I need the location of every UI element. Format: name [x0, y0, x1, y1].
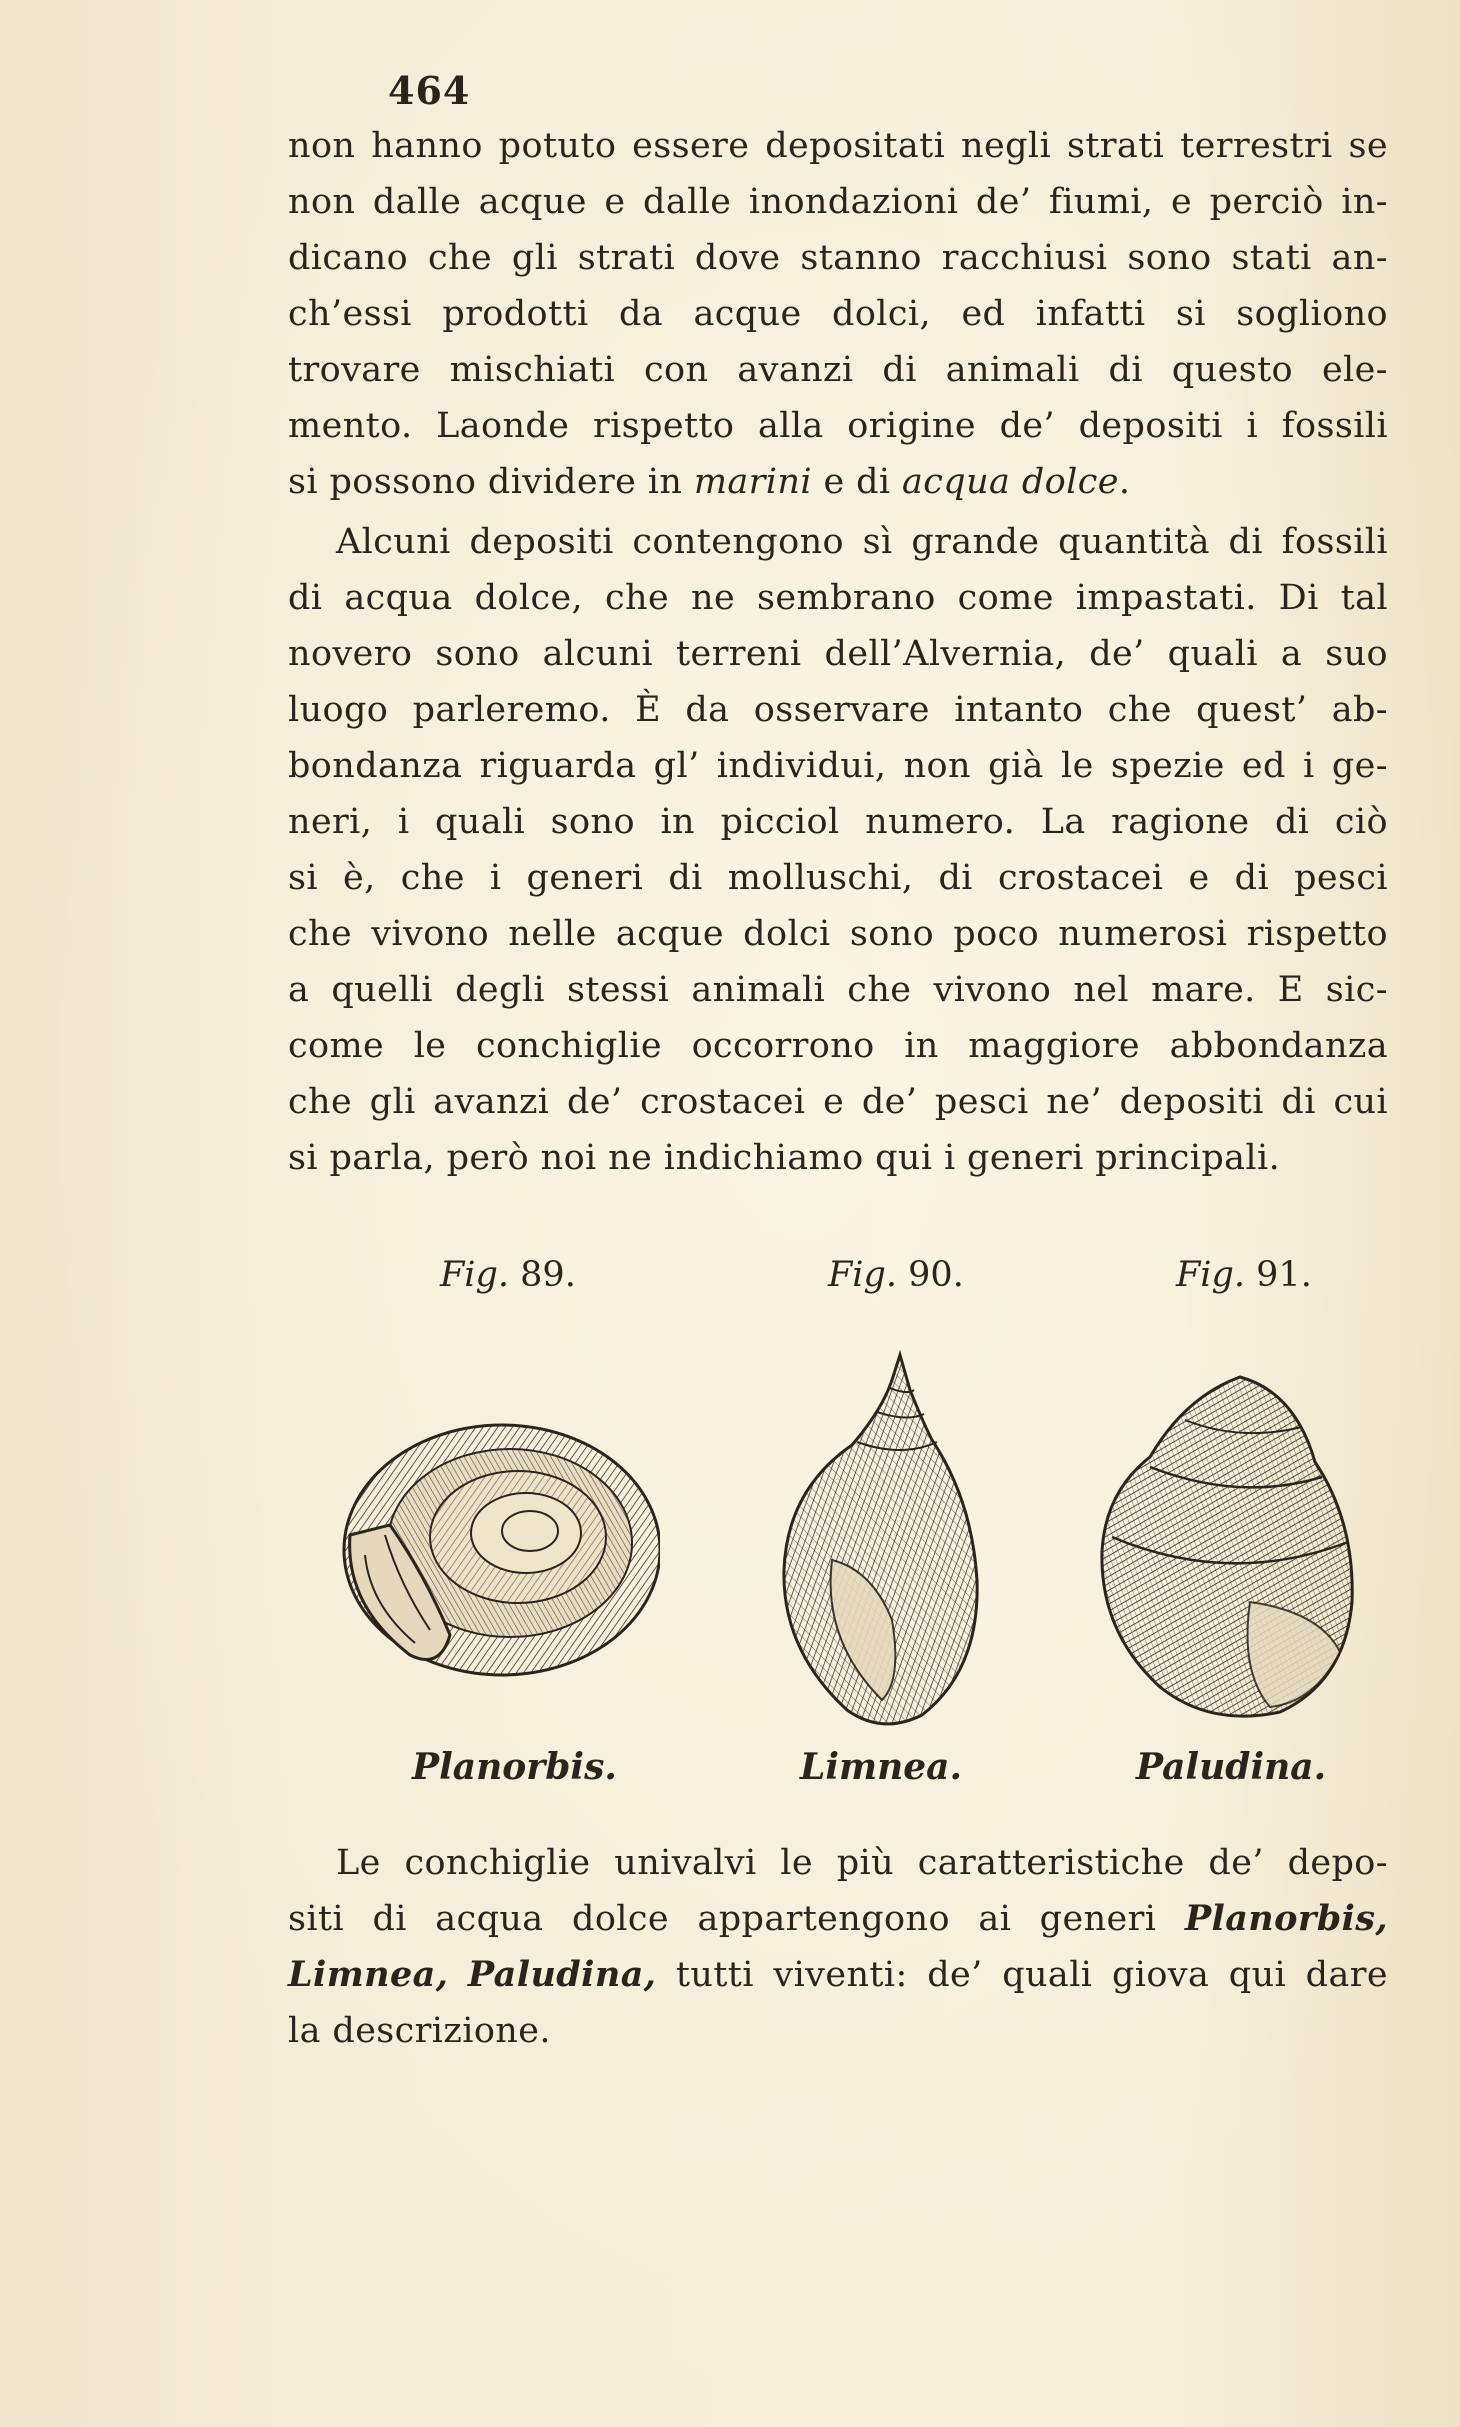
text-run: e di	[811, 462, 903, 502]
text-line: bondanza riguarda gl’ individui, non già le spezie ed i ge-	[288, 746, 1388, 786]
text-line: come le conchiglie occorrono in maggiore abbondanza	[288, 1026, 1388, 1066]
text-line: novero sono alcuni terreni dell’Alvernia, de’ quali a suo	[288, 634, 1388, 674]
text-line: che gli avanzi de’ crostacei e de’ pesci ne’ depositi di cui	[288, 1082, 1388, 1122]
text-line: Alcuni depositi contengono sì grande quantità di fossili	[336, 522, 1388, 562]
figure-label: Fig. 90.	[828, 1255, 964, 1295]
text-run: tutti viventi: de’ quali giova qui dare	[656, 1955, 1389, 1995]
text-run: .	[1118, 462, 1131, 502]
figure-caption: Paludina.	[1136, 1746, 1327, 1788]
text-line: di acqua dolce, che ne sembrano come impastati. Di tal	[288, 578, 1388, 618]
text-line: non hanno potuto essere depositati negli strati terrestri se	[288, 126, 1388, 166]
text-line	[288, 1947, 1388, 2003]
paragraph-1	[288, 118, 1388, 510]
text-line: si parla, però noi ne indichiamo qui i generi principali.	[288, 1138, 1281, 1178]
text-line	[288, 1891, 1388, 1947]
figure-label: Fig. 91.	[1176, 1255, 1312, 1295]
page-number: 464	[388, 68, 471, 113]
text-line: a quelli degli stessi animali che vivono nel mare. E sic-	[288, 970, 1388, 1010]
figure-label: Fig. 89.	[440, 1255, 576, 1295]
figure-caption: Planorbis.	[412, 1746, 617, 1788]
italic-term: Paludina,	[467, 1954, 657, 1995]
figure-caption: Limnea.	[800, 1746, 963, 1788]
italic-term: acqua dolce	[902, 462, 1119, 502]
text-line: luogo parleremo. È da osservare intanto che quest’ ab-	[288, 690, 1388, 730]
text-line	[288, 454, 1388, 510]
planorbis-shell-icon	[330, 1415, 660, 1685]
paragraph-3	[288, 1835, 1388, 2059]
italic-term: Limnea,	[288, 1954, 449, 1995]
italic-term: marini	[693, 462, 812, 502]
paragraph-2	[288, 514, 1388, 1186]
figure-label-row	[288, 1255, 1388, 1295]
text-line: la descrizione.	[288, 2011, 551, 2051]
text-line: mento. Laonde rispetto alla origine de’ depositi i fossili	[288, 406, 1388, 446]
text-line: trovare mischiati con avanzi di animali di questo ele-	[288, 350, 1388, 390]
limnea-shell-icon	[772, 1350, 992, 1730]
text-line: ch’essi prodotti da acque dolci, ed infatti si sogliono	[288, 294, 1388, 334]
text-line: dicano che gli strati dove stanno racchiusi sono stati an-	[288, 238, 1388, 278]
paludina-shell-icon	[1090, 1372, 1360, 1722]
text-line: neri, i quali sono in picciol numero. La ragione di ciò	[288, 802, 1388, 842]
text-line: Le conchiglie univalvi le più caratteristiche de’ depo-	[336, 1843, 1388, 1883]
text-line: si è, che i generi di molluschi, di crostacei e di pesci	[288, 858, 1388, 898]
text-line: che vivono nelle acque dolci sono poco numerosi rispetto	[288, 914, 1388, 954]
text-run: siti di acqua dolce appartengono ai generi	[288, 1899, 1185, 1939]
text-line: non dalle acque e dalle inondazioni de’ fiumi, e perciò in-	[288, 182, 1388, 222]
italic-term: Planorbis,	[1184, 1898, 1388, 1939]
text-run: si possono dividere in	[288, 462, 694, 502]
